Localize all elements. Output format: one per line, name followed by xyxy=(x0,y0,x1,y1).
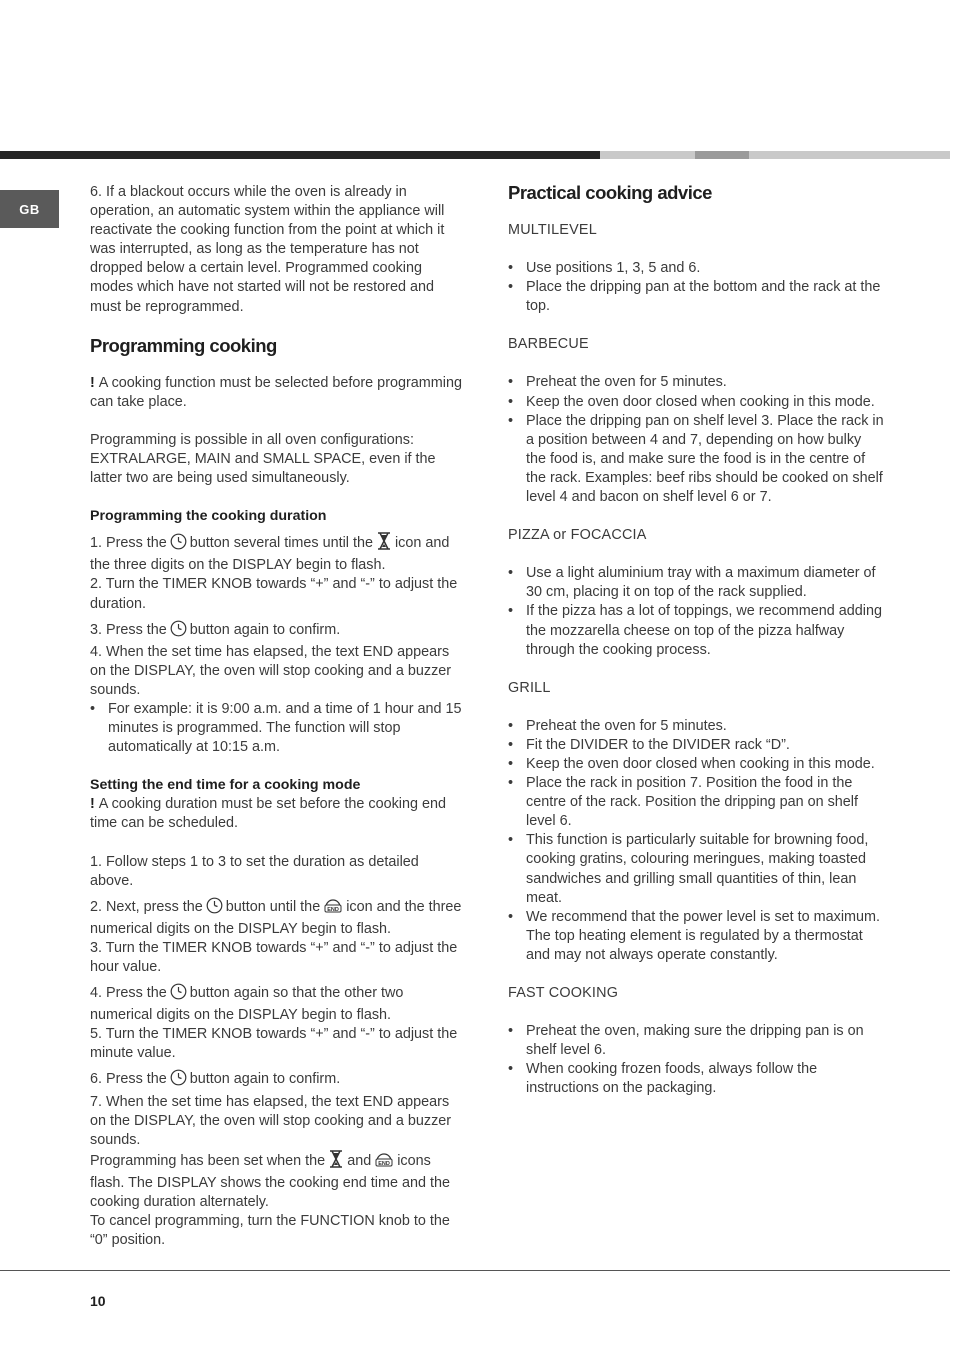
grill-list xyxy=(508,717,884,965)
section-grill-heading: GRILL xyxy=(508,679,551,696)
end-step-6: 6. Press the button again to confirm. xyxy=(90,1069,464,1092)
duration-hourglass-icon xyxy=(328,1150,344,1174)
list-item: • Place the dripping pan at the bottom and the rack at the top. xyxy=(508,278,884,316)
multilevel-list xyxy=(508,259,884,316)
list-item: • Place the dripping pan on shelf level 3. Place the rack in a position between 4 and 7, depending on how bulky the food is, and make sure the food is in the centre of the rack. Examples: beef ribs should be cooked on shelf level 4 and bacon on shelf level 6 or 7. xyxy=(508,412,884,507)
duration-step-1: 1. Press the button several times until the icon and the three digits on the DISPLAY begin to flash. xyxy=(90,532,464,575)
end-time-subheading: Setting the end time for a cooking mode xyxy=(90,777,361,794)
right-column xyxy=(508,181,884,1098)
end-icon xyxy=(323,897,343,920)
warning-icon: ! xyxy=(90,374,95,391)
section-multilevel-heading: MULTILEVEL xyxy=(508,222,597,238)
header-bar-light xyxy=(600,151,695,159)
clock-icon xyxy=(170,983,187,1006)
section-barbecue-heading: BARBECUE xyxy=(508,336,589,353)
footer-divider xyxy=(0,1270,950,1271)
clock-icon xyxy=(170,1069,187,1092)
list-item: • Use positions 1, 3, 5 and 6. xyxy=(508,259,884,278)
left-column xyxy=(90,183,464,1250)
svg-text:END: END xyxy=(327,906,340,913)
duration-subheading: Programming the cooking duration xyxy=(90,508,327,525)
programming-cooking-heading: Programming cooking xyxy=(90,334,277,356)
fast-cooking-list xyxy=(508,1022,884,1098)
end-step-7: 7. When the set time has elapsed, the text END appears on the DISPLAY, the oven will stop cooking and a buzzer sounds. xyxy=(90,1093,452,1148)
list-item: • Preheat the oven for 5 minutes. xyxy=(508,717,884,736)
configurations-paragraph: Programming is possible in all oven configurations: EXTRALARGE, MAIN and SMALL SPACE, even if the latter two are being used simultaneously. xyxy=(90,431,436,487)
list-item: • When cooking frozen foods, always follow the instructions on the packaging. xyxy=(508,1060,884,1098)
language-tab: GB xyxy=(0,190,59,228)
clock-icon xyxy=(170,533,187,556)
list-item: • Place the rack in position 7. Position the food in the centre of the rack. Position the dripping pan on shelf level 6. xyxy=(508,774,884,831)
svg-text:END: END xyxy=(378,1160,391,1167)
list-item: • We recommend that the power level is set to maximum. The top heating element is regulated by a thermostat and may not always operate constantly. xyxy=(508,908,884,965)
warning-icon: ! xyxy=(90,796,95,813)
cancel-programming-paragraph: To cancel programming, turn the FUNCTION knob to the “0” position. xyxy=(90,1213,450,1249)
barbecue-list xyxy=(508,373,884,507)
header-bar-light-right xyxy=(749,151,950,159)
clock-icon xyxy=(206,897,223,920)
section-fast-cooking-heading: FAST COOKING xyxy=(508,985,619,1001)
end-step-5: 5. Turn the TIMER KNOB towards “+” and “-” to adjust the minute value. xyxy=(90,1026,458,1062)
section-pizza-heading: PIZZA or FOCACCIA xyxy=(508,527,647,544)
end-step-1: 1. Follow steps 1 to 3 to set the duration as detailed above. xyxy=(90,853,419,889)
warning-select-function: ! A cooking function must be selected before programming can take place. xyxy=(90,374,462,410)
example-list xyxy=(90,700,464,757)
header-bar-dark xyxy=(0,151,600,159)
page-number: 10 xyxy=(90,1293,106,1309)
list-item: • Preheat the oven for 5 minutes. xyxy=(508,373,884,392)
header-bar-mid xyxy=(695,151,749,159)
list-item: • For example: it is 9:00 a.m. and a time of 1 hour and 15 minutes is programmed. The function will stop automatically at 10:15 a.m. xyxy=(90,700,464,757)
end-step-4: 4. Press the button again so that the other two numerical digits on the DISPLAY begin to flash. xyxy=(90,985,404,1024)
programming-set-paragraph: Programming has been set when the and END icons flash. The DISPLAY shows the cooking end time and the cooking duration alternately. xyxy=(90,1150,464,1212)
list-item: • Use a light aluminium tray with a maximum diameter of 30 cm, placing it on top of the rack supplied. xyxy=(508,564,884,602)
end-icon xyxy=(374,1151,394,1174)
list-item: • Keep the oven door closed when cooking in this mode. xyxy=(508,755,884,774)
warning-set-duration: ! A cooking duration must be set before the cooking end time can be scheduled. xyxy=(90,796,446,832)
duration-step-2: 2. Turn the TIMER KNOB towards “+” and “-” to adjust the duration. xyxy=(90,576,458,612)
duration-hourglass-icon xyxy=(376,532,392,556)
end-step-2: 2. Next, press the button until the END icon and the three numerical digits on the DISPLAY begin to flash. xyxy=(90,898,462,937)
practical-advice-heading: Practical cooking advice xyxy=(508,182,712,203)
clock-icon xyxy=(170,620,187,643)
duration-step-3: 3. Press the button again to confirm. xyxy=(90,620,464,643)
pizza-list xyxy=(508,564,884,659)
list-item: • This function is particularly suitable for browning food, cooking gratins, colouring meringues, making toasted sandwiches and grilling small quantities of thin, lean meat. xyxy=(508,831,884,907)
blackout-paragraph: 6. If a blackout occurs while the oven is already in operation, an automatic system within the appliance will reactivate the cooking function from the point at which it was interrupted, as long as the temperature has not dropped below a certain level. Programmed cooking modes which have not started will not be restored and must be reprogrammed. xyxy=(90,184,445,315)
list-item: • Preheat the oven, making sure the dripping pan is on shelf level 6. xyxy=(508,1022,884,1060)
duration-step-4: 4. When the set time has elapsed, the text END appears on the DISPLAY, the oven will stop cooking and a buzzer sounds. xyxy=(90,643,452,698)
list-item: • If the pizza has a lot of toppings, we recommend adding the mozzarella cheese on top of the pizza halfway through the cooking process. xyxy=(508,602,884,659)
list-item: • Keep the oven door closed when cooking in this mode. xyxy=(508,393,884,412)
list-item: • Fit the DIVIDER to the DIVIDER rack “D”. xyxy=(508,736,884,755)
end-step-3: 3. Turn the TIMER KNOB towards “+” and “-” to adjust the hour value. xyxy=(90,939,458,975)
